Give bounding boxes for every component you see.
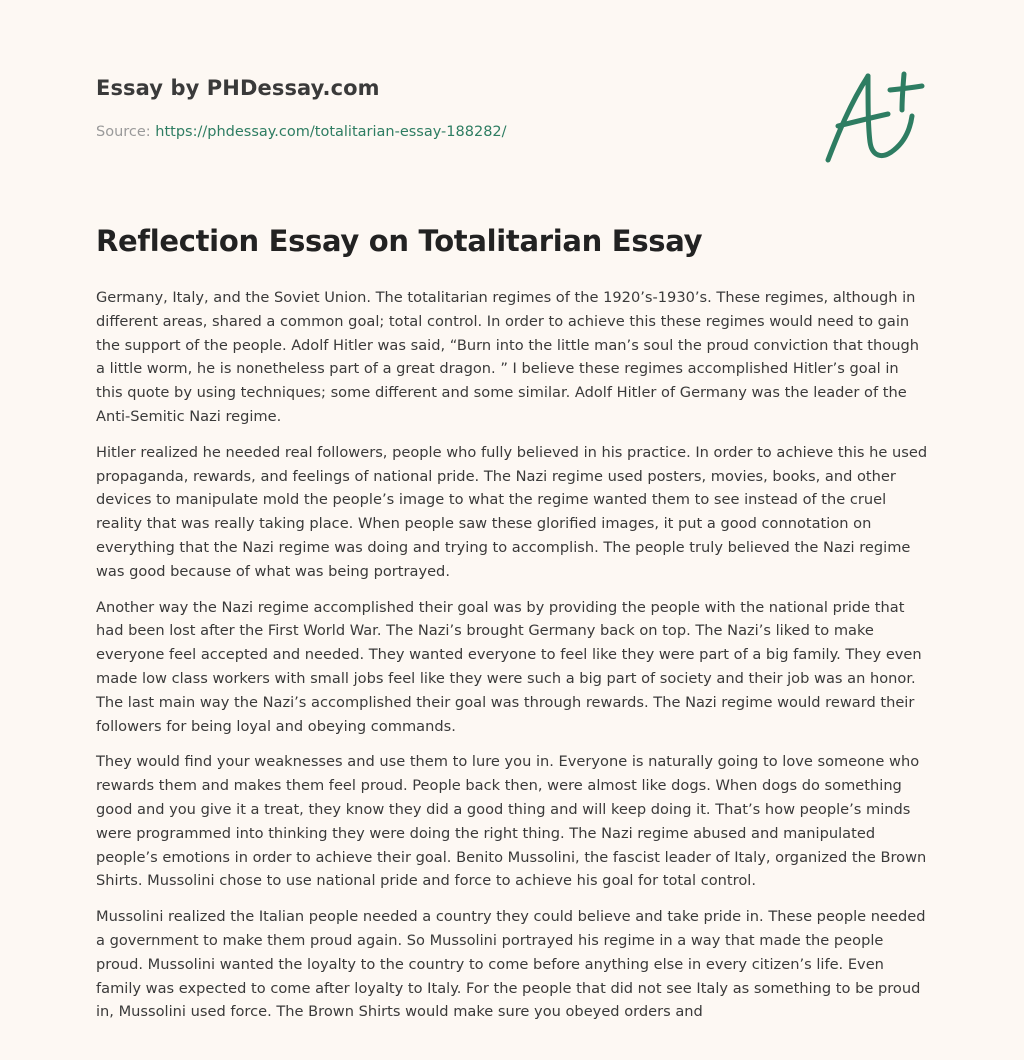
essay-title: Reflection Essay on Totalitarian Essay bbox=[96, 224, 703, 258]
source-label: Source: bbox=[96, 124, 151, 140]
source-link[interactable]: https://phdessay.com/totalitarian-essay-188282/ bbox=[155, 124, 507, 140]
essay-paragraph: They would find your weaknesses and use them to lure you in. Everyone is naturally going to love someone who rewards them and makes them feel proud. People back then, were almost like dogs. When dogs do something good and you give it a treat, they know they did a good thing and will keep doing it. That’s how people’s minds were programmed into thinking they were doing the right thing. The Nazi regime abused and manipulated people’s emotions in order to achieve their goal. Benito Mussolini, the fascist leader of Italy, organized the Brown Shirts. Mussolini chose to use national pride and force to achieve his goal for total control. bbox=[96, 753, 927, 890]
essay-paragraph: Another way the Nazi regime accomplished their goal was by providing the people with the national pride that had been lost after the First World War. The Nazi’s brought Germany back on top. The Nazi’s liked to make everyone feel accepted and needed. They wanted everyone to feel like they were part of a big family. They even made low class workers with small jobs feel like they were such a big part of society and their job was an honor. The last main way the Nazi’s accomplished their goal was through rewards. The Nazi regime would reward their followers for being loyal and obeying commands. bbox=[96, 598, 922, 735]
essay-body bbox=[96, 286, 928, 1036]
essay-paragraph: Hitler realized he needed real followers, people who fully believed in his practice. In order to achieve this he used propaganda, rewards, and feelings of national pride. The Nazi regime used posters, movies, books, and other devices to manipulate mold the people’s image to what the regime wanted them to see instead of the cruel reality that was really taking place. When people saw these glorified images, it put a good connotation on everything that the Nazi regime was doing and trying to accomplish. The people truly believed the Nazi regime was good because of what was being portrayed. bbox=[96, 443, 928, 580]
site-brand: Essay by PHDessay.com bbox=[96, 76, 380, 100]
essay-paragraph: Germany, Italy, and the Soviet Union. The totalitarian regimes of the 1920’s-1930’s. These regimes, although in different areas, shared a common goal; total control. In order to achieve this these regimes would need to gain the support of the people. Adolf Hitler was said, “Burn into the little man’s soul the proud conviction that though a little worm, he is nonetheless part of a great dragon. ” I believe these regimes accomplished Hitler’s goal in this quote by using techniques; some different and some similar. Adolf Hitler of Germany was the leader of the Anti-Semitic Nazi regime. bbox=[96, 289, 919, 425]
essay-paragraph: Mussolini realized the Italian people needed a country they could believe and take pride in. These people needed a government to make them proud again. So Mussolini portrayed his regime in a way that made the people proud. Mussolini wanted the loyalty to the country to come before anything else in every citizen’s life. Even family was expected to come after loyalty to Italy. For the people that did not see Italy as something to be proud in, Mussolini used force. The Brown Shirts would make sure you obeyed orders and bbox=[96, 908, 926, 1021]
source-line bbox=[96, 124, 507, 140]
a-plus-logo-icon bbox=[824, 64, 928, 168]
